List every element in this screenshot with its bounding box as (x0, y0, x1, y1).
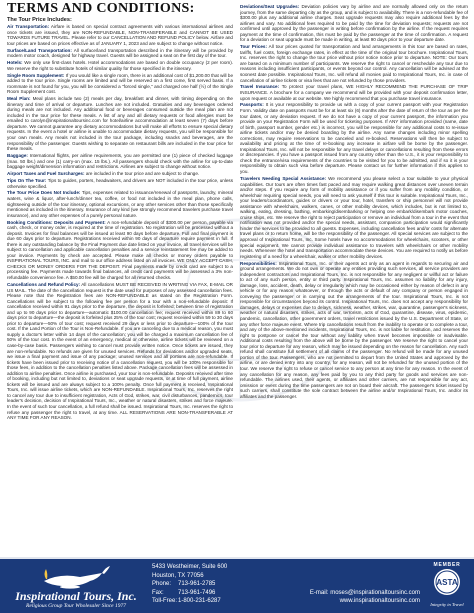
section-heading: Surface/Land Transportation: (7, 47, 72, 53)
phone-row (152, 580, 227, 589)
section-text: If you would like a single room, there is an additional cost of $1,200.00 that will be added to the tour price. Single rooms are limited and will be reserved on a first come, first served basis. If a roommate is not found for you, you will be considered a "forced single," and charged one half (½) of the Single Room Supplement cost. (7, 72, 233, 95)
section-text: We only use first-class hotels. Hotel accommodations are based on double occupancy (2 per room). We reserve the right to substitute hotels of similar quality for those specified in the itinerary. (7, 60, 233, 71)
section-heading: Travelers Needing Special Assistance: (240, 175, 327, 181)
section-text: Tips, expenses related to issuance/renewal of passports, laundry, mineral waters, wine & liquor, after-lunch/dinner tea, coffee, or food not included in the meal plan, phone calls, sightseeing outside of the tour itinerary, optional excursions, or any other services other than those specifically mentioned as included in the itinerary. Insurance of any kind (we strongly recommend travelers purchase travel insurance), and any other expenses of a purely personal nature. (7, 190, 233, 218)
section-heading: Baggage: (7, 152, 28, 158)
section-heading: Meal Plan: (7, 96, 31, 102)
right-section (240, 176, 468, 259)
left-section (7, 60, 233, 71)
section-heading: Deviations/Seat Upgrades: (240, 4, 300, 9)
left-section (7, 96, 233, 151)
phone-label: Phone: (152, 581, 172, 588)
section-text: All surface/land transportation described in the itinerary will be provided by modern motor coach, designed for highway travel. Guests will be assigned a seat on the first day of the tour. (7, 47, 233, 59)
section-heading: Hotels: (7, 60, 23, 66)
section-heading: The Tour Price Does Not Include: (7, 190, 81, 196)
left-section (7, 24, 233, 46)
section-heading: Cancellations and Refund Policy: (7, 281, 81, 287)
section-text: It is your responsibility to provide us with a copy of your current passport with your Registration Form. Validity date on passports must be for at least six (6) months after the date of return of the tour as per the tour dates, or any deviation request. If we do not have a copy of your current passport, the information you provide on your Registration Form will be used for ticketing purposes. If ANY information provided (name, date of birth, passport number, gender etc.) is incorrect, you will be responsible for any additional costs to re-issue airline tickets and/or may be denied boarding by the airline. Any name changes including minor spelling corrections, may require reservations to be canceled and re-booked. Reservations will then be subject to availability and pricing at the time of re-booking any increase in airfare will be borne by the passenger. Inspirational Tours, Inc. will not be responsible for any travel delays or cancellations resulting from these errors or discrepancies. If you have a passport issued from any country other than the U.S., it is your responsibility to check the entrance/visa requirements of the countries to be visited for you to be admitted, and if so it is your responsibility to obtain such visa before departure. Please contact us for further information if this applies to you. (240, 102, 468, 175)
section-text: Inspirational Tours, Inc. or their agents act only as an agent in regards to securing air and ground arrangements. We do not own or operate any entities providing such services, all service providers are independent contractors and Inspirational Tours, Inc. is not responsible for any negligent or willful act or failure to act of any such person, entity or third party. Inspirational Tours, Inc. assumes no liability for any injury, damage, loss, accident, death, delay or irregularity which may be occasioned either by reason of defect in any vehicle or for any reason whatsoever, or through the acts or default of any company or person engaged in conveying the passenger or in carrying out the arrangements of the tour. Inspirational Tours, Inc. is not responsible for circumstances beyond its control. Inspirational Tours, Inc. does not accept any responsibility for damages, delays or expenses due to delays, sickness, weather, strikes, war, quarantine, passenger's sickness, weather or natural disasters, strikes, acts of war, terrorism, acts of God, quarantine, disease, virus, epidemic, pandemic, cancellation, other government orders, travel restrictions issued by the U.S. Department of State, or any other force majeure event. Where trip cancellations result from the inability to operate or to complete a tour, and any of the above-mentioned incidents, Inspirational Tours, Inc. is not liable for restitution, and reserves the right to postpone or cancel the tour without any liability when travel becomes impossible or inadvisable. Additional costs resulting from the above will be borne by the passenger. We reserve the right to cancel your tour prior to departure for any reason, which may be issued depending on the reason for cancellation. Any such refund shall constitute full settlement of all claims of the passenger. No refund will be made for any unused portion of the tour. Passengers, who are not permitted to depart from the United States and approved by the airline, or are denied entry into any country, for any reason, will not be refunded for the unused portion of the tour. We reserve the right to refuse or cancel service to any person at any time for any reason. In the event of any cancellation for any reason, any fees paid by you to any third party for goods and services are non-refundable. The airlines used, their agents, or affiliates and other carriers, are not responsible for any act, omission or event during the time passengers are not on board their aircraft. The passenger's ticket issued by such carriers, shall constitute the sole contract between the airline and/or Inspirational Tours, Inc. and/or its affiliates and the passenger. (240, 260, 468, 399)
left-section (7, 153, 233, 170)
section-heading: Airport Taxes and Fuel Surcharges: (7, 171, 85, 177)
section-text: A non-refundable deposit of $300.00 per person, payable via cash, check, or money order, is required at the time of registration. No registration will be processed without a deposit. Invoices for final balances will be issued at least 90 days before departure. Full and final payment is due 60 days prior to departure. Registrations received within 90 days of departure require payment in full. If there is any outstanding balance by the Final Payment due date listed on your invoice, all travel services will be subject to cancellation and applicable cancellation penalties and a service reinstatement fee may be added to your invoice. Payments by check are accepted. Please make all checks or money orders payable to INSPIRATIONAL TOURS, INC. and mail to our office address listed on all invoices. WE ONLY ACCEPT CASH, CHECKS OR MONEY ORDERS FOR THE DEPOSIT. Final payments made by credit card are subject to a processing fee. Payments made towards final balances, all credit card payments will be assessed a 3% non-refundable convenience fee. A $50.00 fee will be charged for all returned checks. (7, 219, 233, 281)
section-heading: Single Room Supplement: (7, 72, 65, 78)
asta-logo-text: ASTA (436, 578, 458, 587)
section-text: Airfare is based on special contract agreements with various international airlines and once tickets are issued, they are NON-REFUNDABLE, NON-TRANSFERABLE and CANNOT BE USED TOWARDS FUTURE TRAVEL. Please refer to our CANCELLATION AND REFUND POLICY below. Airfare and tour prices are based on prices effective as of JANUARY 1, 2023 and are subject to change without notice. (7, 24, 233, 46)
left-section (7, 48, 233, 59)
tollfree-label: Toll-Free: (152, 598, 178, 605)
asta-logo-icon (430, 568, 464, 596)
online-contact (265, 563, 420, 606)
email-link[interactable]: E-mail: moses@inspirationaltoursinc.com (309, 589, 420, 596)
right-section (240, 84, 468, 101)
section-heading: Tips On The Tour: (7, 177, 47, 183)
section-text: Tips to guides, porters, headwaiters, and drivers are NOT included in the tour price, unless otherwise specified. (7, 177, 233, 189)
left-section (7, 73, 233, 95)
section-heading: Travel Insurance: (240, 84, 280, 90)
section-text: To protect your travel plans, WE HIGHLY RECOMMEND THE PURCHASE OF TRIP INSURANCE. A brochure for a company we recommend will be provided with your deposit confirmation letter, upon request or available at our website. We highly recommend that you purchase travel insurance. (240, 84, 468, 101)
tollfree-row (152, 597, 227, 606)
section-text: All tour prices quoted for transportation and land arrangements in this tour are based on rates, tariffs, fuel costs, foreign exchange rates, in effect at the time of the original tour brochure. Inspirational Tours, Inc. reserves the right to change the tour price without prior notice notice prior to departure. NOTE: Our tours are based on a minimum number of participants. We reserve the right to cancel or reschedule any tour due to reasons including insufficient participants, or events beyond our control. Any cancellation will be advised at the soonest date possible. Inspirational Tours, Inc. will refund all monies paid to Inspirational Tours, Inc. in case of cancellation of airline tickets or visa fees that are not refunded by those providers. (240, 44, 468, 83)
right-section (240, 102, 468, 174)
left-section (7, 178, 233, 189)
left-section (7, 190, 233, 218)
online-spacer (265, 563, 420, 589)
left-section (7, 220, 233, 281)
section-text: Meal plans include two (2) meals per day, breakfast and dinner, with timing depending on the itinerary and time of arrival or departure. Lunches are not included. Gratuities and any beverages ordered during meals are not included. Any additional food or beverages consumed outside the meal plan are not included in the tour price for these meals. A list of any and all dietary requests or food allergies must be emailed to carolyn@inspirationaltoursinc.com for hotel/airline accommodation at least seven (7) days before departure. We cannot guarantee any dietary accommodations but will make all efforts to ensure special dietary requests. In the event a hotel or airline is unable to accommodate dietary requests, you will be responsible for your own meals. Any meals not included in the tour package, including snacks and beverages, are the responsibility of the passenger. Guests wishing to separate on restaurant bills are included in the tour price for these meals. (7, 96, 233, 152)
member-tagline: Integrity in Travel (430, 602, 464, 607)
page-subtitle: The Tour Price Includes: (7, 17, 72, 23)
right-section (240, 44, 468, 83)
section-heading: Air Transportation: (7, 24, 50, 29)
brand-name: Inspirational Tours, Inc. (15, 589, 137, 603)
right-section (240, 261, 468, 400)
section-text: We recommend you please select a tour suitable to your physical capabilities. Our tours are often times fast paced and may require walking great distances over uneven terrain and/or steps. If you require any form of mobility assistance or if you suffer from any mobility condition, or wheelchair requiring special needs, you will need to ask yourself if this tour is suitable. Inspirational Tours, Inc., your leaders/coordinators, guides or drivers or your tour, hotel, transfers or ship personnel will not provide assistance with wheelchairs, walkers, canes, or other mobility devices, which includes, but is not limited to, walking, eating, dressing, bathing, embarking/disembarking or helping one embark/disembark motor coaches, cruise ships, etc. We reserve the right to reject participation or remove an individual from a tour in the event that notification was not provided and/or the special needs, assistant, companion participation would significantly hinder the services to be provided to all guests. Expenses, including cancellation fees and/or costs for alternate travel plans or to return home, will be the responsibility of the passenger. All special services are subject to the approval of Inspirational Tours, Inc. Some hotels have no accommodations for wheelchairs, scooters, or other special equipment. We cannot provide individual assistance to travelers with wheelchairs or other mobility needs. Whenever the hotel and transportation accommodate these devices. You are required to notify us before registering of a need for a wheelchair, walker or other mobility devices. (240, 175, 468, 259)
fax-number: 713-961-7496 (178, 589, 216, 596)
section-text: All cancellations MUST BE RECEIVED IN WRITING VIA FAX, E-MAIL OR US MAIL. The date of the cancellation request is the date used for purposes of any assessed cancellation fees. Please note that the Registration fees are NON-REFUNDABLE as stated on the Registration Form. Cancellations will be subject to the following fee per person for a tour with a non-refundable deposit: If cancellation received within 91 days prior to the departure, the deposit is forfeited; between time of registration and up to 90 days prior to departure—automatic $100.00 cancellation fee; request received within 89 to 60 days prior to departure—the deposit is forfeited plus 25% of the tour cost; request received within 59 to 30 days prior to departure—50% of tour cost; request received 29 days or less prior to departure—100% of the tour cost. If the Land Portion of the Tour is Non-Refundable. If you are canceling due to a medical reason, you must supply a doctor's letter within 14 days of the cancellation; you will be charged a maximum cancellation fee of 50% of the tour cost. In the event of an emergency, medical or otherwise, airline tickets will be reviewed on a case-by-case basis. Passengers wishing to cancel must provide written notice. Once tickets are issued, they are non-refundable. No refunds are given for unused services. Refunds for deviations and/or upgraded seats, we issue a final payment and issue of any package; unused services and all portions are non-refundable. If tickets have been issued prior to receiving notice of a cancellation request, you will be 100% responsible for those fees, in addition to the cancellation penalties listed above. Package cancellation fees will be assessed in addition to airline penalties. Once airline is purchased, your tour is non-refundable. Deposits received after time of booking, including but not limited to, deviations or seat upgrade requests, or at time of full payment, airline tickets will be issued and are always subject to a 100% penalty. Once full payment is received, Inspirational Tours, Inc. will issue airline tickets, which are NON-REFUNDABLE. Inspirational Tours, Inc. reserves the right to cancel any tour due to insufficient registration, Acts of God, strikes, war, civil disturbances, pandemics, tour leader's decision, decision of Inspirational Tours, Inc., weather or natural disasters, strikes and force majeure. In the event of such tour cancellation, a full refund shall be issued. Inspirational Tours, Inc. reserves the right to refuse any passenger the right to travel, at any time. ALL RESERVATIONS ARE NON-TRANSFERABLE AT ANY TIME FOR ANY REASON. (7, 281, 233, 421)
section-heading: Booking Conditions: Deposits and Payment: (7, 219, 106, 225)
member-label: MEMBER (433, 562, 461, 568)
section-heading: Passports: (240, 102, 264, 108)
left-section (7, 282, 233, 421)
section-text: International flights, per airline requirements, you are permitted one (1) piece of checked luggage (max. 50 lbs.) and one (1) carry-on (max. 15 lbs.). All passengers should check with the airline for up-to-date baggage weight/dimension information and restrictions. Airlines are subject to change without notice. (7, 152, 233, 170)
right-column (240, 4, 468, 557)
section-text: are included in the tour price and are subject to change. (85, 171, 200, 177)
company-logo (6, 563, 146, 609)
asta-member-badge (424, 562, 470, 607)
footer (0, 559, 474, 613)
section-text: Deviation policies vary by airline and are normally allowed only on the return journey, from the same departing city as the group, and is subject to availability. There is a non-refundable fee of $300.00 plus any additional airline charges. Seat upgrade requests may also require additional fees by the airlines and vary. No additional fees required to be paid by the time for deviation requests; requests are not confirmed until approved by the passenger in writing before confirmation by the airline. If the request requires payment at the time of confirmation, this must be paid by the passenger at the time of confirmation. A request for a deviation or seat upgrade must be made in writing, at least 90 days prior to your departure date. (240, 4, 468, 43)
address-line-2: Houston, TX 77056 (152, 572, 204, 579)
phone-number[interactable]: 713-961-2785 (178, 581, 216, 588)
right-section (240, 4, 468, 43)
brand-tagline: Religious Group Tour Wholesaler Since 1977 (26, 603, 126, 609)
section-heading: Responsibilities: (240, 260, 277, 266)
contact-address (152, 563, 227, 606)
page-title: TERMS AND CONDITIONS: (7, 1, 195, 16)
fax-row (152, 589, 227, 598)
oil-lamp-icon (40, 565, 112, 589)
section-heading: Tour Prices: (240, 44, 268, 50)
tollfree-number[interactable]: 1-800-231-6287 (178, 598, 221, 605)
address-line-1: 5433 Westheimer, Suite 600 (152, 564, 228, 570)
website-link[interactable]: www.inspirationaltoursinc.com (339, 598, 420, 605)
left-column (7, 24, 233, 556)
fax-label: Fax: (152, 589, 164, 596)
left-section (7, 171, 233, 177)
